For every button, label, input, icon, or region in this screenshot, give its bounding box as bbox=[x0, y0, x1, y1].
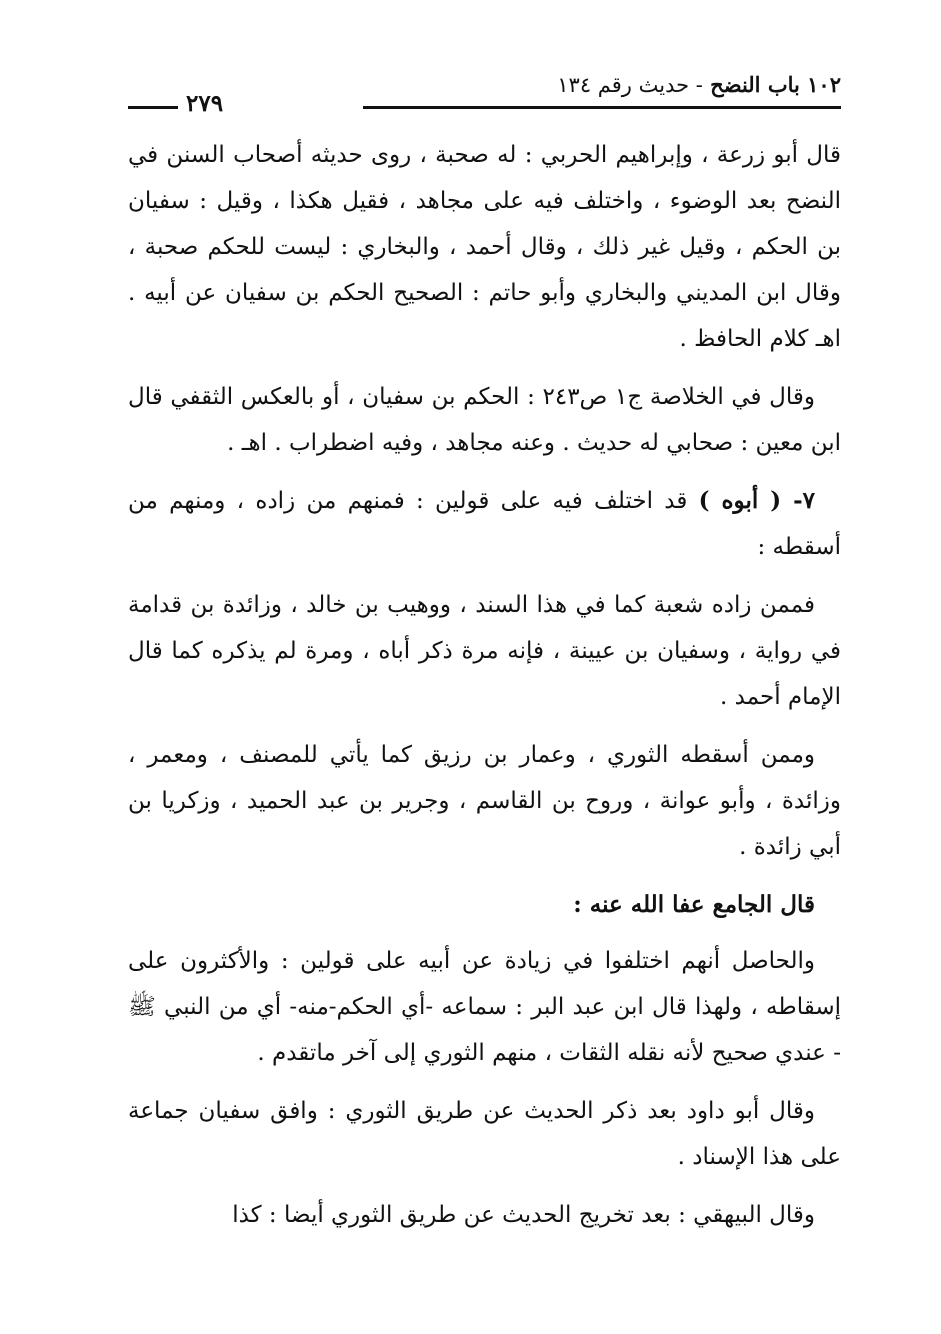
note-number: ٧- ( أبوه ) bbox=[698, 487, 815, 514]
page-header bbox=[128, 72, 841, 116]
paragraph: قال أبو زرعة ، وإبراهيم الحربي : له صحبة ، روى حديثه أصحاب السنن في النضح بعد الوضوء ، واختلف فيه على مجاهد ، فقيل هكذا ، وقيل : سفيان بن الحكم ، وقيل غير ذلك ، وقال أحمد ، والبخاري : ليست للحكم صحبة ، وقال ابن المديني والبخاري وأبو حاتم : الصحيح الحكم بن سفيان عن أبيه . اهـ كلام الحافظ . bbox=[128, 142, 841, 352]
header-rule-short bbox=[128, 106, 178, 109]
header-rule bbox=[363, 106, 841, 109]
running-head bbox=[557, 72, 841, 97]
paragraph: وممن أسقطه الثوري ، وعمار بن رزيق كما يأتي للمصنف ، ومعمر ، وزائدة ، وأبو عوانة ، وروح بن القاسم ، وجرير بن عبد الحميد ، وزكريا بن أبي زائدة . bbox=[128, 742, 841, 860]
paragraph-narrator-note bbox=[128, 478, 841, 570]
paragraph: فممن زاده شعبة كما في هذا السند ، ووهيب بن خالد ، وزائدة بن قدامة في رواية ، وسفيان بن عيينة ، فإنه مرة ذكر أباه ، ومرة لم يذكره كما قال الإمام أحمد . bbox=[128, 592, 841, 710]
paragraph: وقال في الخلاصة ج١ ص٢٤٣ : الحكم بن سفيان ، أو بالعكس الثقفي قال ابن معين : صحابي له حديث . وعنه مجاهد ، وفيه اضطراب . اهـ . bbox=[128, 384, 841, 456]
chapter-title: ١٠٢ باب النضح bbox=[710, 72, 841, 97]
hadith-reference: - حديث رقم ١٣٤ bbox=[557, 73, 703, 97]
paragraph: وقال أبو داود بعد ذكر الحديث عن طريق الثوري : وافق سفيان جماعة على هذا الإسناد . bbox=[128, 1098, 841, 1170]
page-body bbox=[128, 132, 841, 1250]
note-text: قد اختلف فيه على قولين : فمنهم من زاده ، ومنهم من أسقطه : bbox=[128, 488, 841, 560]
paragraph: والحاصل أنهم اختلفوا في زيادة عن أبيه على قولين : والأكثرون على إسقاطه ، ولهذا قال ابن عبد البر : سماعه -أي الحكم-منه- أي من النبي ﷺ - عندي صحيح لأنه نقله الثقات ، منهم الثوري إلى آخر ماتقدم . bbox=[128, 948, 841, 1066]
paragraph: وقال البيهقي : بعد تخريج الحديث عن طريق الثوري أيضا : كذا bbox=[232, 1202, 815, 1228]
page-number: ٢٧٩ bbox=[186, 90, 224, 117]
section-heading: قال الجامع عفا الله عنه : bbox=[573, 891, 815, 918]
